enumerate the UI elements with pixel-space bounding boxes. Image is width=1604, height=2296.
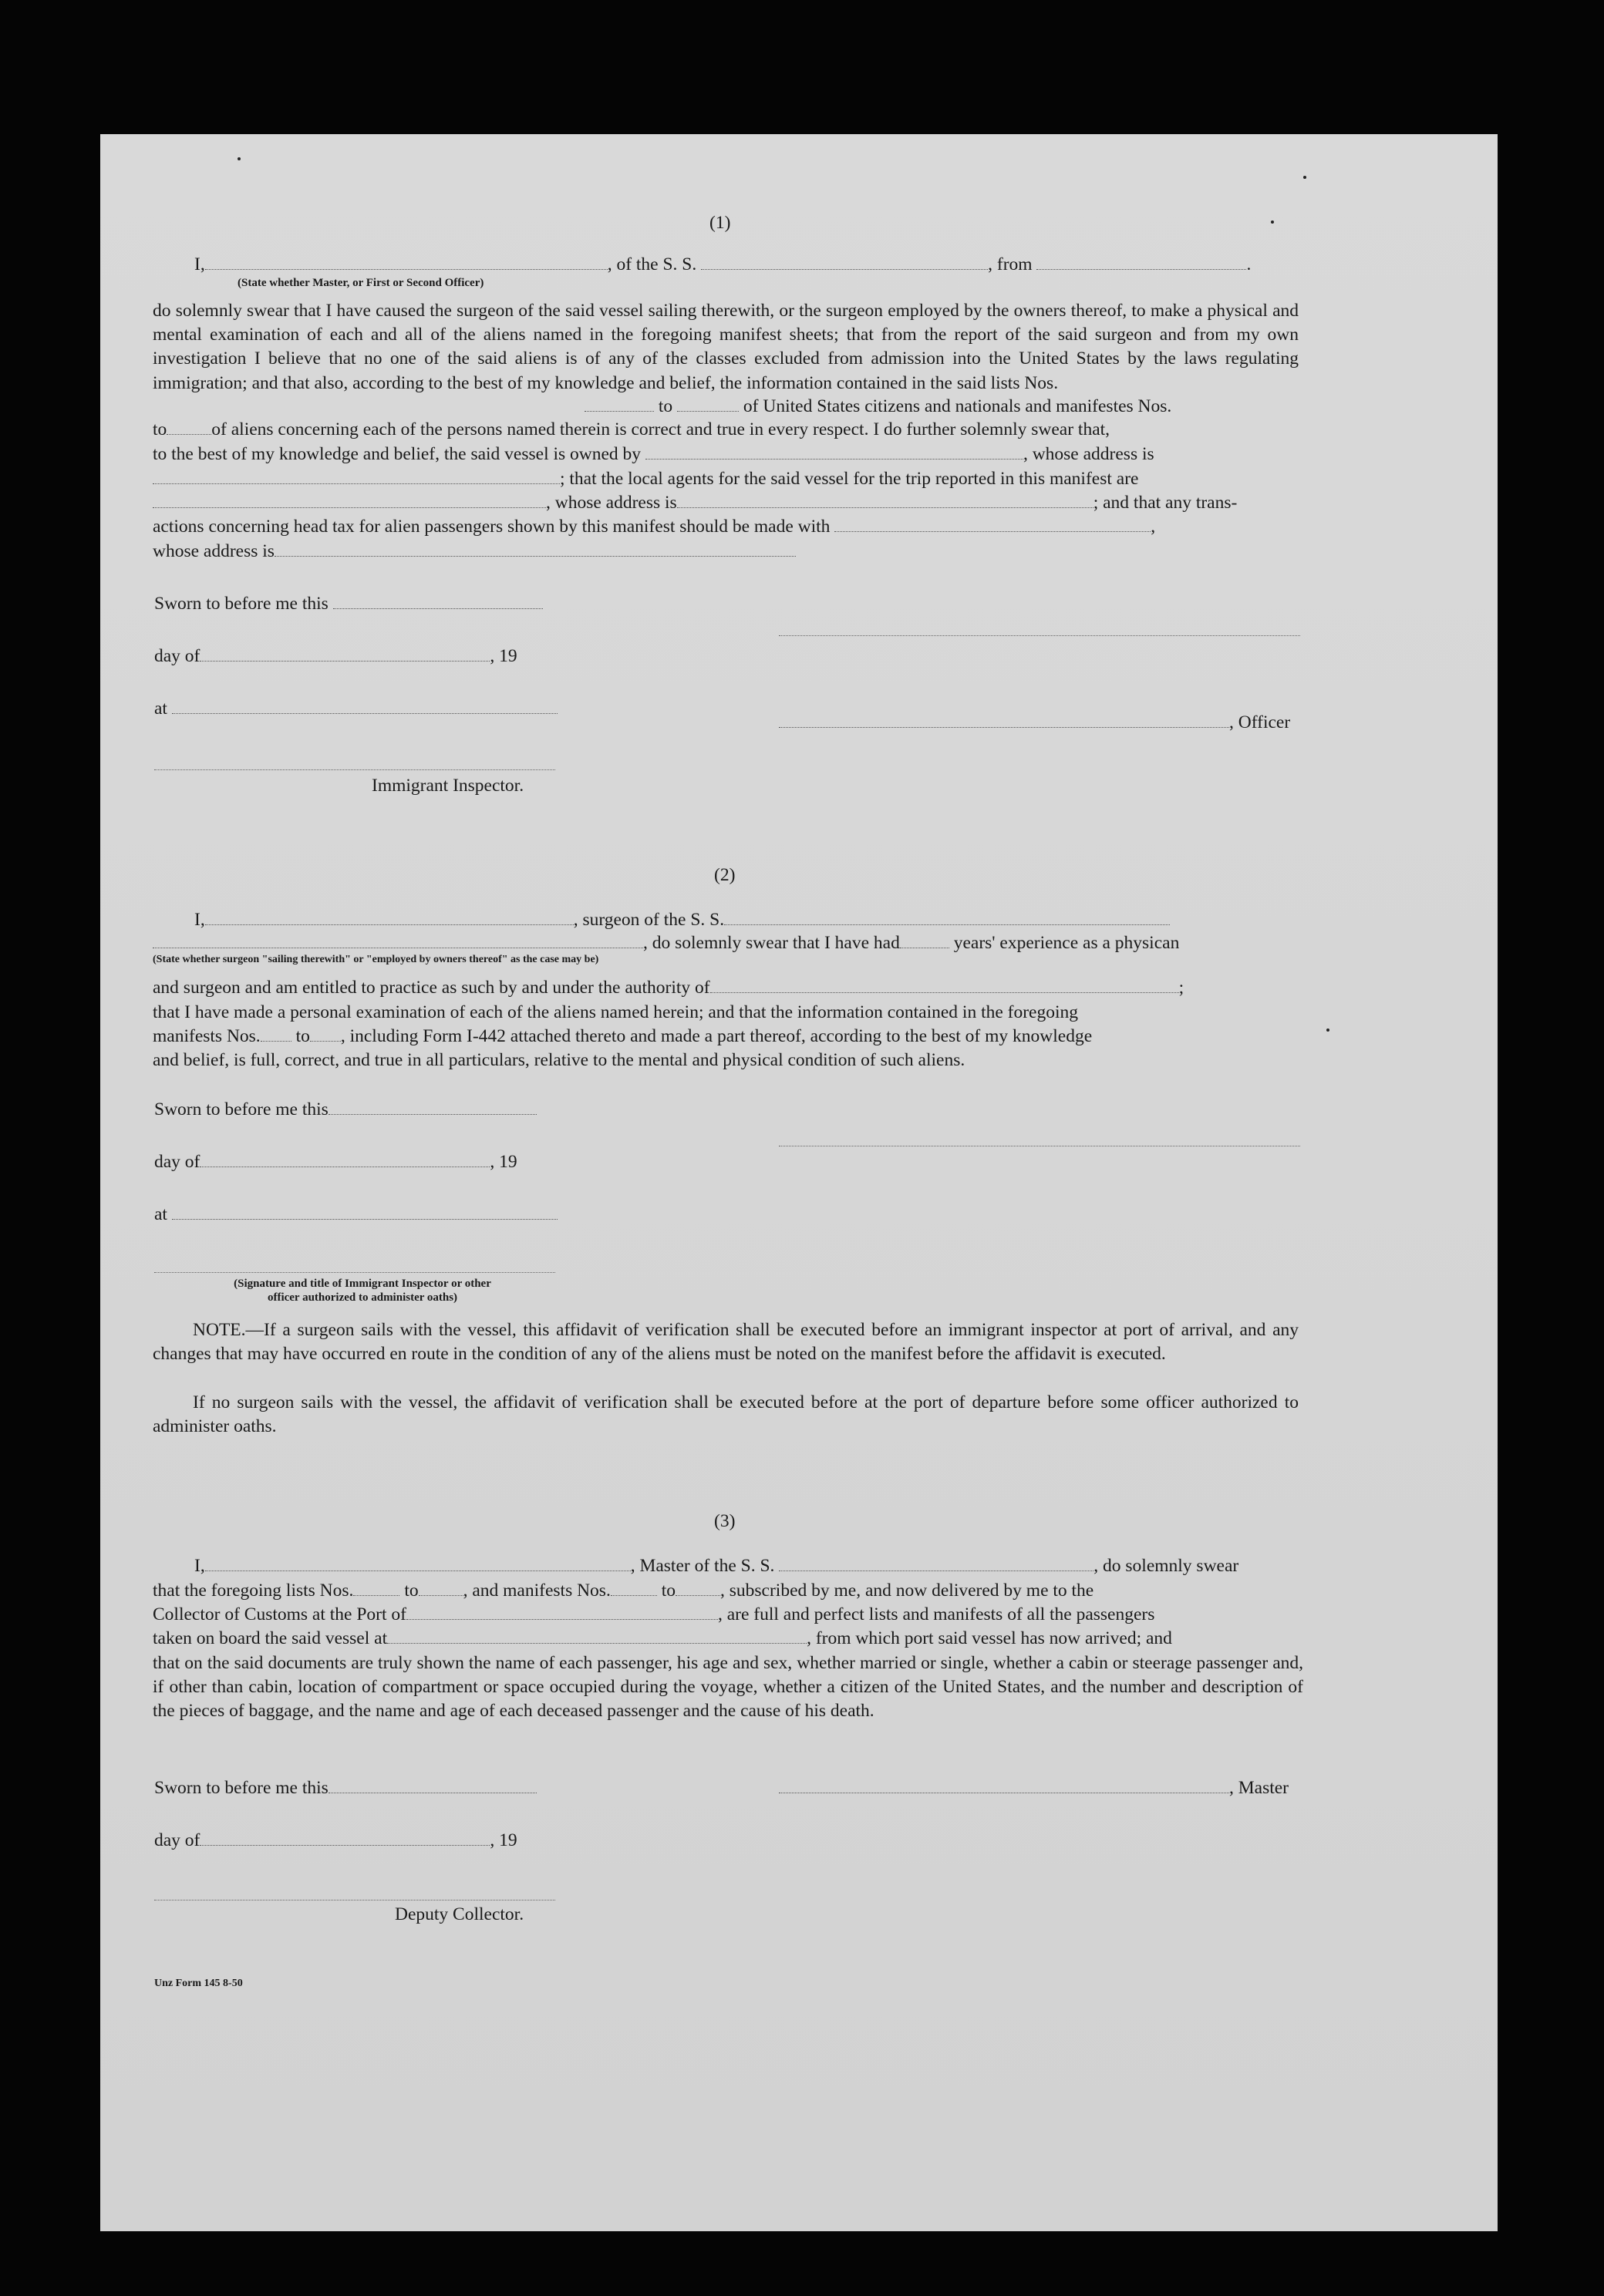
section-2-note-paragraph-2: If no surgeon sails with the vessel, the affidavit of verification shall be executed before at the port of departure before some officer authorized to administer oaths. [153, 1392, 1299, 1437]
section-2-sworn-label: Sworn to before me this [154, 1098, 537, 1122]
section-1-inspector-label: Immigrant Inspector. [372, 776, 524, 796]
section-2-at-label: at [154, 1203, 558, 1227]
section-3-sworn-label: Sworn to before me this [154, 1776, 537, 1800]
section-1-line-13: whose address is [153, 540, 796, 564]
section-3-line-2: that the foregoing lists Nos. to , and manifests Nos. to , subscribed by me, and now delivered by me to the [153, 1581, 1094, 1601]
section-3-number: (3) [714, 1511, 736, 1531]
section-1-signature-line [779, 635, 1300, 636]
section-1-line-7-tail: to of United States citizens and nationals and manifestes Nos. [585, 395, 1171, 419]
section-1-line-11: , whose address is ; and that any trans- [153, 491, 1237, 515]
section-1-line-9: to the best of my knowledge and belief, the said vessel is owned by , whose address is [153, 444, 1154, 464]
section-1-inspector-line [154, 769, 555, 770]
section-1-line-1: I, , of the S. S. , from . [194, 254, 1252, 274]
section-2-line-4: that I have made a personal examination of each of the aliens named herein; and that the information contained in the foregoing [153, 1002, 1079, 1022]
section-2-line-6: and belief, is full, correct, and true in all particulars, relative to the mental and physical condition of such aliens. [153, 1050, 965, 1070]
section-1-at-label: at [154, 697, 558, 721]
section-2-inspector-line [154, 1272, 555, 1273]
section-3-body: that on the said documents are truly shown the name of each passenger, his age and sex, whether married or single, whether a cabin or steerage passenger and, if other than cabin, location of compartment or space occupied during the voyage, whether a citizen of the United States, and the number and description of the pieces of baggage, and the name and age of each deceased passenger and the cause of his death. [153, 1653, 1303, 1722]
section-3-line-1: I, , Master of the S. S. , do solemnly swear [194, 1556, 1239, 1576]
section-1-officer-signature: , Officer [779, 711, 1290, 735]
section-2-signature-note: (Signature and title of Immigrant Inspector or other officer authorized to administer oaths) [234, 1278, 491, 1304]
section-3-master-signature: , Master [779, 1776, 1289, 1800]
manifest-affidavit-page [100, 134, 1498, 2231]
paper-speck [238, 157, 241, 160]
section-2-day-label: day of , 19 [154, 1152, 517, 1172]
form-number-footer: Unz Form 145 8-50 [154, 1978, 243, 1989]
section-2-line-3: and surgeon and am entitled to practice as such by and under the authority of ; [153, 978, 1184, 998]
section-2-surgeon-note: (State whether surgeon "sailing therewith" or "employed by owners thereof" as the case may be) [153, 954, 599, 965]
section-3-collector-label: Deputy Collector. [395, 1904, 524, 1924]
section-2-number: (2) [714, 865, 736, 885]
paper-speck [1303, 176, 1306, 179]
section-2-note-paragraph-1: NOTE.—If a surgeon sails with the vessel, this affidavit of verification shall be executed before an immigrant inspector at port of arrival, and any changes that may have occurred en route in the condition of any of the aliens must be noted on the manifest before the affidavit is executed. [153, 1320, 1299, 1365]
section-1-officer-note: (State whether Master, or First or Second Officer) [238, 277, 484, 289]
section-2-line-1: I, , surgeon of the S. S. [194, 908, 1170, 932]
section-1-line-8: to of aliens concerning each of the persons named therein is correct and true in every respect. I do further solemnly swear that, [153, 419, 1110, 439]
section-1-line-12: actions concerning head tax for alien passengers shown by this manifest should be made with , [153, 517, 1156, 537]
section-3-line-4: taken on board the said vessel at , from which port said vessel has now arrived; and [153, 1628, 1172, 1648]
section-1-body: do solemnly swear that I have caused the surgeon of the said vessel sailing therewith, or the surgeon employed by the owners thereof, to make a physical and mental examination of each and all of the aliens named in the foregoing manifest sheets; that from the report of the said surgeon and from my own investigation I believe that no one of the said aliens is of any of the classes excluded from admission into the United States by the laws regulating immigration; and that also, according to the best of my knowledge and belief, the information contained in the said lists Nos. [153, 301, 1299, 393]
paper-speck [1326, 1028, 1329, 1032]
paper-speck [1271, 221, 1274, 224]
section-1-line-10: ; that the local agents for the said vessel for the trip reported in this manifest are [153, 467, 1138, 491]
section-2-line-5: manifests Nos. to , including Form I-442 attached thereto and made a part thereof, according to the best of my knowledge [153, 1026, 1093, 1046]
section-1-day-label: day of , 19 [154, 646, 517, 666]
section-3-line-3: Collector of Customs at the Port of , are full and perfect lists and manifests of all the passengers [153, 1604, 1155, 1624]
section-1-sworn-label: Sworn to before me this [154, 592, 543, 616]
section-3-day-label: day of , 19 [154, 1830, 517, 1850]
section-1-number: (1) [709, 213, 731, 233]
section-2-line-2: , do solemnly swear that I have had years' experience as a physican [153, 931, 1179, 955]
